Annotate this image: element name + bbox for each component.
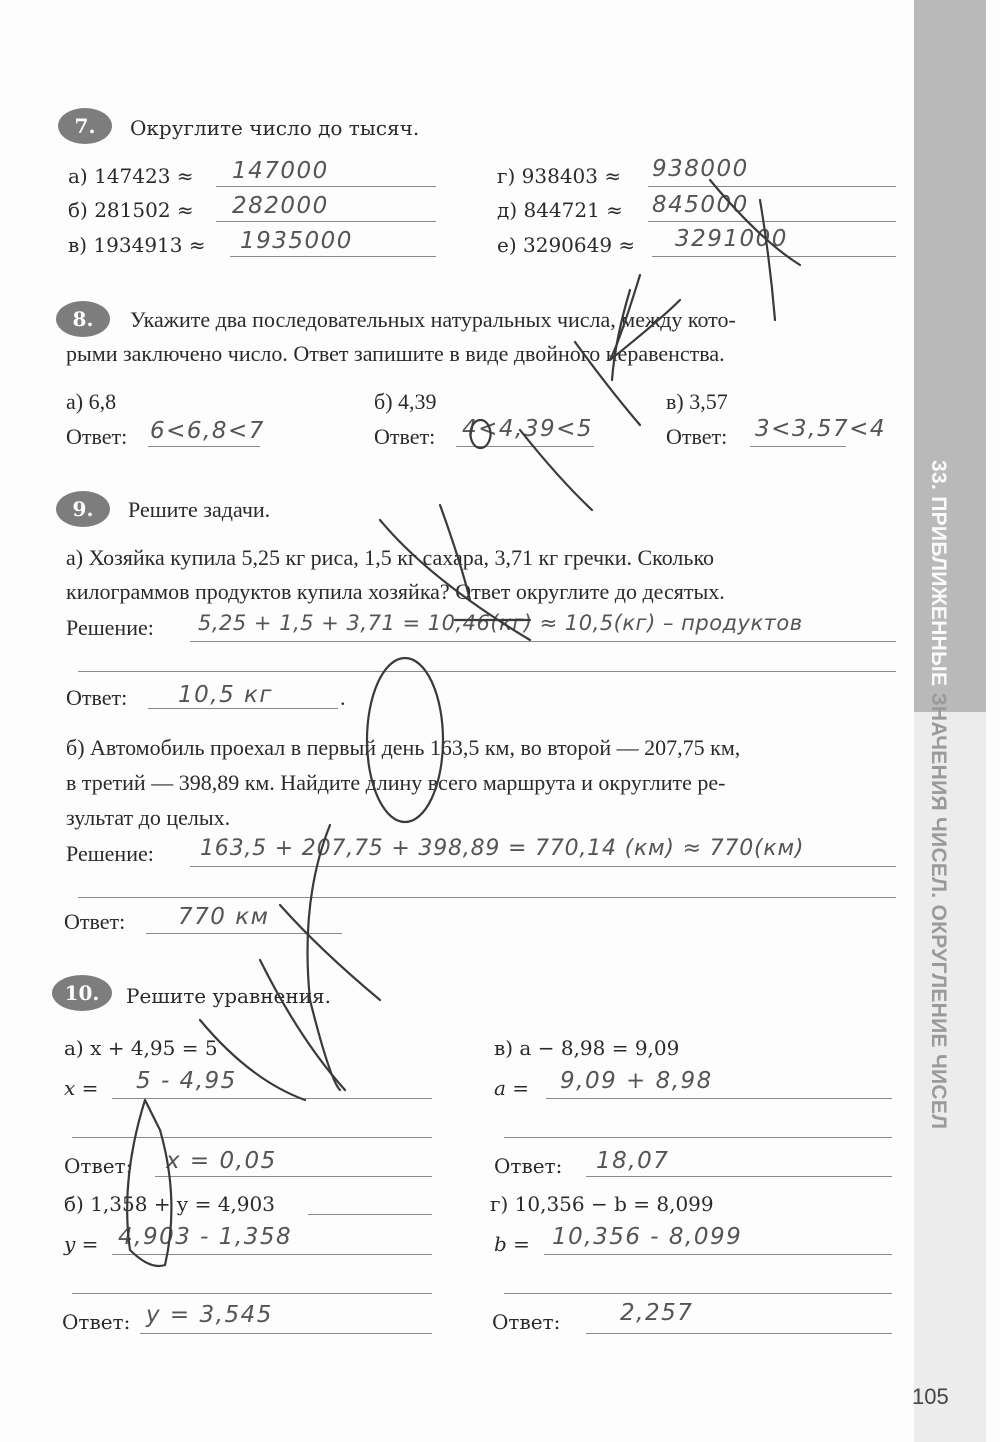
task-9b-line2: в третий — 398,89 км. Найдите длину всего маршрута и округлите ре- — [66, 770, 726, 795]
task-9a-answer-label: Ответ: — [66, 685, 128, 710]
answer-line — [216, 186, 436, 187]
solution-line — [72, 1137, 432, 1138]
task-10b-equation: б) 1,358 + y = 4,903 — [64, 1192, 275, 1216]
task-7a-label: а) 147423 ≈ — [68, 164, 194, 188]
answer-line — [155, 1176, 432, 1177]
task-10-badge: 10. — [52, 975, 112, 1011]
task-10a-answer-label: Ответ: — [64, 1154, 133, 1178]
task-9a-line2: килограммов продуктов купила хозяйка? Ответ округлите до десятых. — [66, 579, 725, 604]
answer-line — [146, 933, 342, 934]
page-number: 105 — [912, 1384, 949, 1409]
answer-line — [750, 446, 846, 447]
task-8b-label: б) 4,39 — [374, 389, 437, 414]
chapter-title-vertical — [926, 460, 950, 1129]
task-9a-solution[interactable]: 5,25 + 1,5 + 3,71 = 10,46(кг) ≈ 10,5(кг) – продуктов — [198, 611, 803, 635]
solution-line — [78, 671, 896, 672]
task-7b-answer[interactable]: 282000 — [232, 193, 329, 219]
task-8c-answer[interactable]: 3<3,57<4 — [755, 416, 887, 442]
task-10b-var-label: y = — [64, 1232, 99, 1256]
task-10d-answer-label: Ответ: — [492, 1310, 561, 1334]
task-8-title-line2: рыми заключено число. Ответ запишите в виде двойного неравенства. — [66, 341, 725, 366]
task-9a-answer-period: . — [340, 685, 346, 710]
chapter-title-part2: ЗНАЧЕНИЯ ЧИСЕЛ. ОКРУГЛЕНИЕ ЧИСЕЛ — [927, 692, 950, 1130]
task-7f-answer[interactable]: 3291000 — [675, 226, 788, 252]
answer-line — [148, 446, 260, 447]
answer-line — [140, 1333, 432, 1334]
task-9a-solution-label: Решение: — [66, 615, 154, 640]
task-10c-answer-label: Ответ: — [494, 1154, 563, 1178]
task-7a-answer[interactable]: 147000 — [232, 158, 329, 184]
task-9b-solution-label: Решение: — [66, 841, 154, 866]
task-9-title: Решите задачи. — [128, 497, 271, 522]
solution-line — [544, 1254, 892, 1255]
task-7c-label: в) 1934913 ≈ — [68, 233, 206, 257]
answer-line — [456, 446, 594, 447]
solution-line — [190, 866, 896, 867]
answer-line — [652, 256, 896, 257]
task-7e-answer[interactable]: 845000 — [652, 192, 749, 218]
task-7e-label: д) 844721 ≈ — [497, 198, 623, 222]
task-10c-answer[interactable]: 18,07 — [596, 1148, 670, 1174]
task-7c-answer[interactable]: 1935000 — [240, 228, 353, 254]
answer-line — [216, 221, 436, 222]
task-8a-answer[interactable]: 6<6,8<7 — [150, 418, 265, 444]
task-10a-answer[interactable]: x = 0,05 — [166, 1148, 277, 1174]
task-9b-line3: зультат до целых. — [66, 805, 231, 830]
task-10d-step[interactable]: 10,356 - 8,099 — [552, 1224, 743, 1250]
solution-line — [78, 897, 896, 898]
task-10d-answer[interactable]: 2,257 — [620, 1300, 694, 1326]
task-10d-var-label: b = — [494, 1232, 530, 1256]
task-7-badge: 7. — [58, 108, 112, 144]
task-10b-answer-label: Ответ: — [62, 1310, 131, 1334]
chapter-side-tab-dark — [914, 0, 986, 712]
task-9a-line1: а) Хозяйка купила 5,25 кг риса, 1,5 кг сахара, 3,71 кг гречки. Сколько — [66, 545, 715, 570]
task-7-title: Округлите число до тысяч. — [130, 116, 420, 140]
answer-line — [586, 1176, 892, 1177]
task-9a-answer[interactable]: 10,5 кг — [178, 682, 273, 708]
task-7f-label: е) 3290649 ≈ — [497, 233, 636, 257]
task-9-badge: 9. — [56, 491, 110, 527]
task-10a-equation: а) x + 4,95 = 5 — [64, 1036, 218, 1060]
solution-line — [546, 1098, 892, 1099]
task-9b-answer-label: Ответ: — [64, 909, 126, 934]
task-8c-answer-label: Ответ: — [666, 424, 728, 449]
task-10-title: Решите уравнения. — [126, 984, 332, 1008]
answer-line — [648, 186, 896, 187]
task-10a-step[interactable]: 5 - 4,95 — [136, 1068, 237, 1094]
task-8a-label: а) 6,8 — [66, 389, 117, 414]
task-10c-var-label: a = — [494, 1076, 530, 1100]
answer-line — [648, 221, 896, 222]
task-8-title-line1: Укажите два последовательных натуральных числа, между кото- — [130, 307, 736, 332]
task-8c-label: в) 3,57 — [666, 389, 728, 414]
chapter-title-part1: 33. ПРИБЛИЖЕННЫЕ — [927, 460, 950, 693]
solution-line — [72, 1293, 432, 1294]
task-8b-answer[interactable]: 4<4,39<5 — [462, 416, 594, 442]
task-8b-answer-label: Ответ: — [374, 424, 436, 449]
answer-line — [230, 256, 436, 257]
solution-line — [112, 1098, 432, 1099]
task-10b-step[interactable]: 4,903 - 1,358 — [118, 1224, 293, 1250]
task-8-badge: 8. — [56, 301, 110, 337]
answer-line — [148, 708, 338, 709]
task-10c-step[interactable]: 9,09 + 8,98 — [560, 1068, 713, 1094]
task-7d-label: г) 938403 ≈ — [497, 164, 622, 188]
solution-line — [504, 1137, 892, 1138]
task-7d-answer[interactable]: 938000 — [652, 156, 749, 182]
task-9b-solution[interactable]: 163,5 + 207,75 + 398,89 = 770,14 (км) ≈ 770(км) — [200, 836, 805, 861]
solution-line — [112, 1254, 432, 1255]
task-10b-answer[interactable]: y = 3,545 — [146, 1302, 273, 1328]
solution-line — [308, 1214, 432, 1215]
task-8a-answer-label: Ответ: — [66, 424, 128, 449]
task-9b-line1: б) Автомобиль проехал в первый день 163,5 км, во второй — 207,75 км, — [66, 735, 741, 760]
task-10c-equation: в) a − 8,98 = 9,09 — [494, 1036, 680, 1060]
task-10d-equation: г) 10,356 − b = 8,099 — [490, 1192, 714, 1216]
solution-line — [504, 1293, 892, 1294]
task-9b-answer[interactable]: 770 км — [178, 904, 270, 930]
solution-line — [190, 641, 896, 642]
task-10a-var-label: x = — [64, 1076, 99, 1100]
task-7b-label: б) 281502 ≈ — [68, 198, 194, 222]
answer-line — [586, 1333, 892, 1334]
